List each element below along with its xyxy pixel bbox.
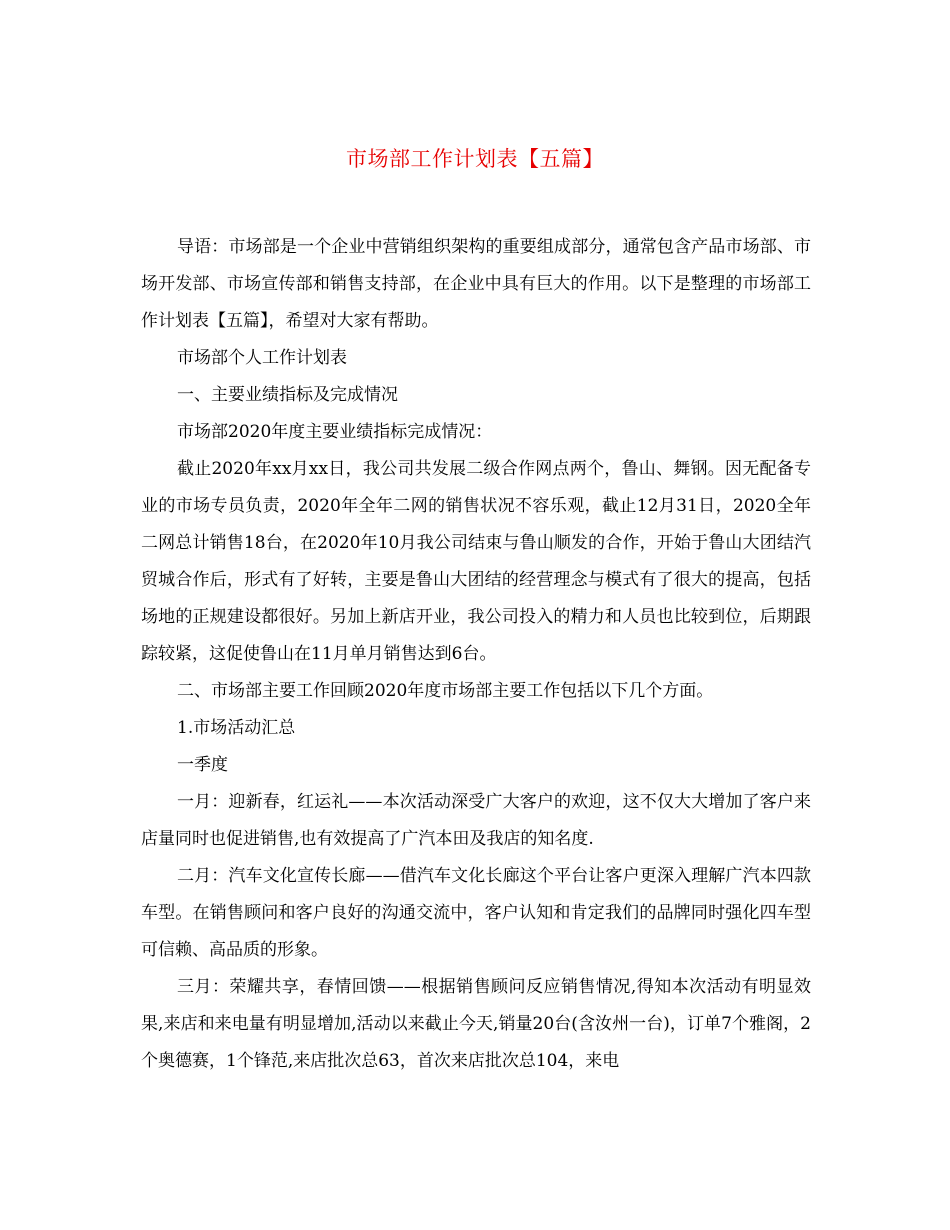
paragraph-quarter-1: 一季度 bbox=[177, 755, 228, 775]
paragraph-march: 三月：荣耀共享，春情回馈——根据销售顾问反应销售情况,得知本次活动有明显效果,来店和来电量有明显增加,活动以来截止今天,销量20台(含汝州一台)，订单7个雅阁，2个奥德赛，1个锋范,来店批次总63，首次来店批次总104，来电 bbox=[141, 977, 811, 1071]
paragraph-intro: 导语：市场部是一个企业中营销组织架构的重要组成部分，通常包含产品市场部、市场开发部、市场宣传部和销售支持部，在企业中具有巨大的作用。以下是整理的市场部工作计划表【五篇】，希望对大家有帮助。 bbox=[141, 237, 811, 331]
paragraph-activity-summary: 1.市场活动汇总 bbox=[177, 718, 296, 738]
paragraph-heading-1: 一、主要业绩指标及完成情况 bbox=[177, 385, 398, 405]
paragraph-kpi-detail: 截止2020年xx月xx日，我公司共发展二级合作网点两个，鲁山、舞钢。因无配备专业的市场专员负责，2020年全年二网的销售状况不容乐观，截止12月31日，2020全年二网总计销售18台，在2020年10月我公司结束与鲁山顺发的合作，开始于鲁山大团结汽贸城合作后，形式有了好转，主要是鲁山大团结的经营理念与模式有了很大的提高，包括场地的正规建设都很好。另加上新店开业，我公司投入的精力和人员也比较到位，后期跟踪较紧，这促使鲁山在11月单月销售达到6台。 bbox=[141, 459, 811, 664]
paragraph-february: 二月：汽车文化宣传长廊——借汽车文化长廊这个平台让客户更深入理解广汽本四款车型。在销售顾问和客户良好的沟通交流中，客户认知和肯定我们的品牌同时强化四车型可信赖、高品质的形象。 bbox=[141, 866, 811, 960]
paragraph-january: 一月：迎新春，红运礼——本次活动深受广大客户的欢迎，这不仅大大增加了客户来店量同时也促进销售,也有效提高了广汽本田及我店的知名度. bbox=[141, 792, 811, 849]
document-body bbox=[141, 229, 811, 1080]
paragraph-section-heading: 市场部个人工作计划表 bbox=[177, 348, 347, 368]
paragraph-heading-2: 二、市场部主要工作回顾2020年度市场部主要工作包括以下几个方面。 bbox=[177, 681, 714, 701]
document-title: 市场部工作计划表【五篇】 bbox=[346, 147, 604, 171]
paragraph-kpi-heading: 市场部2020年度主要业绩指标完成情况： bbox=[177, 422, 493, 442]
